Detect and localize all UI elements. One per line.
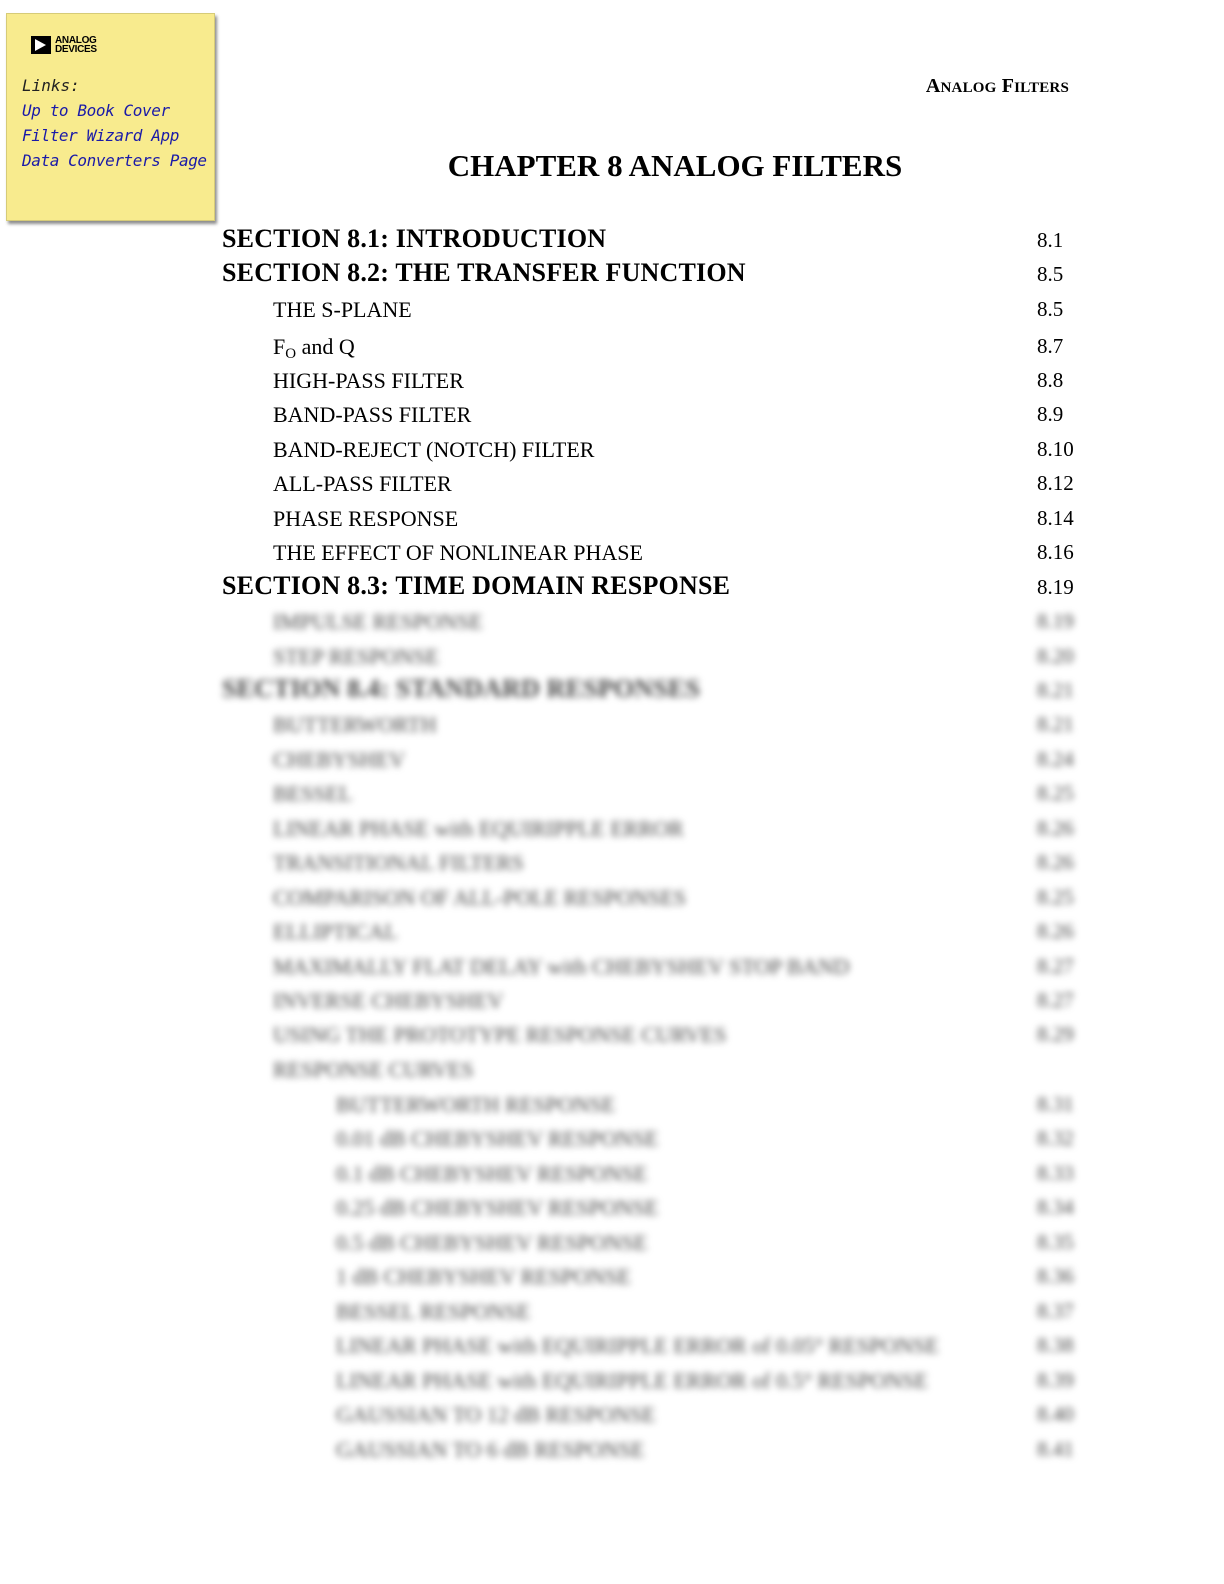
toc-row[interactable] bbox=[0, 609, 1224, 643]
toc-page: 8.25 bbox=[1037, 885, 1074, 909]
toc-page: 8.7 bbox=[1037, 334, 1064, 358]
toc-title: 0.5 dB CHEBYSHEV RESPONSE bbox=[336, 1230, 648, 1255]
links-label: Links: bbox=[22, 76, 80, 95]
link-filter-wizard[interactable]: Filter Wizard App bbox=[22, 126, 179, 145]
toc-row[interactable] bbox=[0, 297, 1224, 331]
chapter-title: CHAPTER 8 ANALOG FILTERS bbox=[447, 148, 903, 183]
toc-row[interactable] bbox=[0, 571, 1224, 609]
toc-title: BUTTERWORTH RESPONSE bbox=[336, 1092, 616, 1117]
toc-title: USING THE PROTOTYPE RESPONSE CURVES bbox=[273, 1022, 727, 1047]
toc-title: GAUSSIAN TO 12 dB RESPONSE bbox=[336, 1402, 656, 1427]
analog-devices-logo[interactable] bbox=[31, 35, 97, 55]
toc-title: IMPULSE RESPONSE bbox=[273, 609, 483, 634]
toc-row[interactable] bbox=[0, 1368, 1224, 1402]
toc-page: 8.27 bbox=[1037, 988, 1074, 1012]
toc-page: 8.26 bbox=[1037, 850, 1074, 874]
toc-row[interactable] bbox=[0, 1092, 1224, 1126]
toc-title: LINEAR PHASE with EQUIRIPPLE ERROR of 0.05° RESPONSE bbox=[336, 1333, 939, 1358]
toc-row[interactable] bbox=[0, 1022, 1224, 1056]
toc-title: $F_O$ and Q bbox=[273, 334, 355, 362]
toc-row[interactable] bbox=[0, 816, 1224, 850]
toc-row[interactable] bbox=[0, 1230, 1224, 1264]
toc-row[interactable] bbox=[0, 368, 1224, 402]
toc-row[interactable] bbox=[0, 224, 1224, 262]
toc-row[interactable] bbox=[0, 258, 1224, 296]
sticky-note bbox=[6, 13, 215, 221]
logo-line-1: ANALOG bbox=[55, 35, 97, 46]
toc-row[interactable] bbox=[0, 1264, 1224, 1298]
logo-line-2: DEVICES bbox=[55, 44, 97, 55]
toc-page: 8.1 bbox=[1037, 228, 1064, 252]
toc-row[interactable] bbox=[0, 747, 1224, 781]
toc-page: 8.26 bbox=[1037, 919, 1074, 943]
toc-page: 8.37 bbox=[1037, 1299, 1074, 1323]
toc-page: 8.20 bbox=[1037, 644, 1074, 668]
toc-row[interactable] bbox=[0, 954, 1224, 988]
toc-row[interactable] bbox=[0, 850, 1224, 884]
toc-page: 8.27 bbox=[1037, 954, 1074, 978]
toc-page: 8.36 bbox=[1037, 1264, 1074, 1288]
logo-triangle-icon bbox=[31, 36, 51, 54]
toc-title: THE EFFECT OF NONLINEAR PHASE bbox=[273, 540, 643, 565]
toc-title: BESSEL bbox=[273, 781, 353, 806]
toc-row[interactable] bbox=[0, 437, 1224, 471]
toc-page: 8.40 bbox=[1037, 1402, 1074, 1426]
toc-page: 8.5 bbox=[1037, 297, 1064, 321]
toc-title: 1 dB CHEBYSHEV RESPONSE bbox=[336, 1264, 631, 1289]
toc-page: 8.31 bbox=[1037, 1092, 1074, 1116]
toc-page: 8.32 bbox=[1037, 1126, 1074, 1150]
toc-title: SECTION 8.2: THE TRANSFER FUNCTION bbox=[222, 258, 746, 287]
toc-row[interactable] bbox=[0, 506, 1224, 540]
toc-title: INVERSE CHEBYSHEV bbox=[273, 988, 504, 1013]
toc-row[interactable] bbox=[0, 1402, 1224, 1436]
toc-title: GAUSSIAN TO 6 dB RESPONSE bbox=[336, 1437, 645, 1462]
toc-row[interactable] bbox=[0, 471, 1224, 505]
toc-title: PHASE RESPONSE bbox=[273, 506, 459, 531]
toc-page: 8.8 bbox=[1037, 368, 1064, 392]
toc-row[interactable] bbox=[0, 1195, 1224, 1229]
toc-page: 8.34 bbox=[1037, 1195, 1074, 1219]
toc-row[interactable] bbox=[0, 1161, 1224, 1195]
toc-row[interactable] bbox=[0, 674, 1224, 712]
toc-page: 8.35 bbox=[1037, 1230, 1074, 1254]
running-head: ANALOG FILTERS bbox=[925, 75, 1069, 97]
toc-title: ALL-PASS FILTER bbox=[273, 471, 452, 496]
toc-page: 8.21 bbox=[1037, 678, 1074, 702]
toc-page: 8.21 bbox=[1037, 712, 1074, 736]
toc-page: 8.10 bbox=[1037, 437, 1074, 461]
toc-title: SECTION 8.1: INTRODUCTION bbox=[222, 224, 607, 253]
toc-row[interactable] bbox=[0, 1437, 1224, 1471]
toc-page: 8.19 bbox=[1037, 609, 1074, 633]
toc-page: 8.9 bbox=[1037, 402, 1064, 426]
toc-row[interactable] bbox=[0, 334, 1224, 368]
toc-title: BESSEL RESPONSE bbox=[336, 1299, 531, 1324]
toc-row[interactable] bbox=[0, 540, 1224, 574]
toc-title: CHEBYSHEV bbox=[273, 747, 406, 772]
toc-title: BAND-PASS FILTER bbox=[273, 402, 472, 427]
toc-title: ELLIPTICAL bbox=[273, 919, 398, 944]
toc-title: LINEAR PHASE with EQUIRIPPLE ERROR of 0.5° RESPONSE bbox=[336, 1368, 928, 1393]
toc-page: 8.12 bbox=[1037, 471, 1074, 495]
toc-page: 8.5 bbox=[1037, 262, 1064, 286]
toc-title: 0.01 dB CHEBYSHEV RESPONSE bbox=[336, 1126, 659, 1151]
toc-title: STEP RESPONSE bbox=[273, 644, 440, 669]
toc-title: SECTION 8.3: TIME DOMAIN RESPONSE bbox=[222, 571, 731, 600]
toc-page: 8.39 bbox=[1037, 1368, 1074, 1392]
toc-title: 0.1 dB CHEBYSHEV RESPONSE bbox=[336, 1161, 648, 1186]
toc-title: LINEAR PHASE with EQUIRIPPLE ERROR bbox=[273, 816, 684, 841]
toc-title: MAXIMALLY FLAT DELAY with CHEBYSHEV STOP BAND bbox=[273, 954, 850, 979]
link-data-converters[interactable]: Data Converters Page bbox=[22, 151, 207, 170]
toc-page: 8.25 bbox=[1037, 781, 1074, 805]
toc-title: TRANSITIONAL FILTERS bbox=[273, 850, 524, 875]
toc-page: 8.24 bbox=[1037, 747, 1074, 771]
toc-row[interactable] bbox=[0, 1057, 1224, 1091]
toc-page: 8.33 bbox=[1037, 1161, 1074, 1185]
toc-title: RESPONSE CURVES bbox=[273, 1057, 474, 1082]
toc-title: HIGH-PASS FILTER bbox=[273, 368, 464, 393]
toc-page: 8.26 bbox=[1037, 816, 1074, 840]
toc-title: THE S-PLANE bbox=[273, 297, 412, 322]
toc-row[interactable] bbox=[0, 712, 1224, 746]
toc-title: SECTION 8.4: STANDARD RESPONSES bbox=[222, 674, 701, 703]
toc-row[interactable] bbox=[0, 1333, 1224, 1367]
toc-page: 8.41 bbox=[1037, 1437, 1074, 1461]
toc-page: 8.16 bbox=[1037, 540, 1074, 564]
toc-row[interactable] bbox=[0, 402, 1224, 436]
toc-row[interactable] bbox=[0, 1299, 1224, 1333]
toc-title: BUTTERWORTH bbox=[273, 712, 437, 737]
toc-page: 8.29 bbox=[1037, 1022, 1074, 1046]
link-book-cover[interactable]: Up to Book Cover bbox=[22, 101, 170, 120]
toc-row[interactable] bbox=[0, 919, 1224, 953]
toc-row[interactable] bbox=[0, 1126, 1224, 1160]
toc-row[interactable] bbox=[0, 781, 1224, 815]
toc-title: COMPARISON OF ALL-POLE RESPONSES bbox=[273, 885, 687, 910]
toc-row[interactable] bbox=[0, 988, 1224, 1022]
toc-page: 8.19 bbox=[1037, 575, 1074, 599]
toc-page: 8.38 bbox=[1037, 1333, 1074, 1357]
toc-page: 8.14 bbox=[1037, 506, 1074, 530]
toc-row[interactable] bbox=[0, 885, 1224, 919]
toc-title: 0.25 dB CHEBYSHEV RESPONSE bbox=[336, 1195, 659, 1220]
toc-row[interactable] bbox=[0, 644, 1224, 678]
toc-title: BAND-REJECT (NOTCH) FILTER bbox=[273, 437, 595, 462]
